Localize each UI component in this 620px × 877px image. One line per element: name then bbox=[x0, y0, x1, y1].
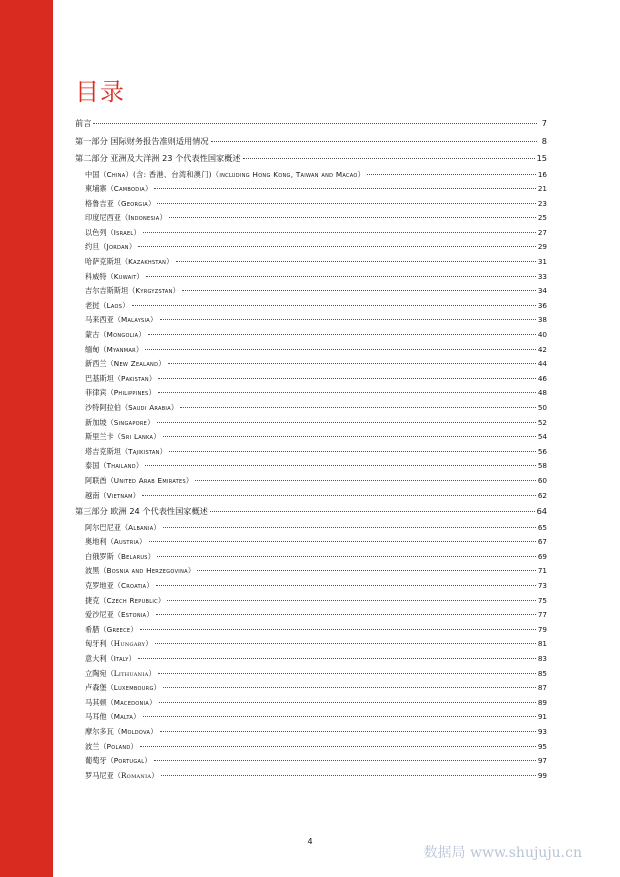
toc-entry-page: 38 bbox=[537, 315, 547, 325]
toc-entry[interactable] bbox=[75, 313, 547, 328]
toc-entry-english: Kyrgyzstan） bbox=[135, 286, 181, 296]
toc-dot-leader bbox=[163, 686, 536, 688]
toc-entry-page: 36 bbox=[537, 300, 547, 310]
toc-entry-chinese: 爱沙尼亚（ bbox=[85, 610, 121, 620]
toc-entry-page: 44 bbox=[537, 359, 547, 369]
toc-entry-label bbox=[85, 608, 154, 623]
toc-entry-label bbox=[85, 623, 138, 638]
toc-entry-chinese: 卢森堡（ bbox=[85, 683, 114, 693]
toc-entry-english: Mongolia） bbox=[106, 330, 146, 340]
toc-entry[interactable] bbox=[75, 270, 547, 285]
toc-entry-label bbox=[85, 343, 143, 358]
toc-entry-chinese: 第三部分 欧洲 24 个代表性国家概述 bbox=[75, 506, 208, 517]
toc-entry-page: 7 bbox=[541, 118, 547, 128]
toc-entry-chinese: 菲律宾（ bbox=[85, 388, 114, 398]
toc-entry-page: 69 bbox=[537, 551, 547, 561]
toc-entry-chinese: 沙特阿拉伯（ bbox=[85, 403, 129, 412]
toc-entry-english: United Arab Emirates） bbox=[113, 475, 194, 485]
toc-entry-chinese: 罗马尼亚（ bbox=[85, 770, 121, 780]
toc-entry-english: Czech Republic） bbox=[106, 595, 166, 605]
toc-entry-english: Pakistan） bbox=[120, 373, 157, 383]
toc-entry-label bbox=[85, 652, 136, 667]
toc-entry-page: 85 bbox=[537, 668, 547, 678]
toc-entry-label bbox=[85, 710, 141, 725]
toc-dot-leader bbox=[155, 642, 536, 644]
toc-entry-chinese: 中国（ bbox=[85, 169, 107, 179]
toc-entry[interactable] bbox=[75, 564, 547, 579]
toc-dot-leader bbox=[367, 173, 536, 175]
toc-dot-leader bbox=[157, 555, 536, 557]
toc-entry-page: 33 bbox=[537, 271, 547, 281]
toc-dot-leader bbox=[145, 348, 535, 350]
toc-entry-page: 52 bbox=[537, 417, 547, 427]
toc-entry-english: Malta） bbox=[113, 712, 141, 722]
toc-entry-chinese: 印度尼西亚（ bbox=[85, 213, 129, 223]
toc-dot-leader bbox=[210, 510, 535, 512]
toc-entry-label bbox=[85, 226, 141, 241]
toc-dot-leader bbox=[140, 745, 536, 747]
toc-entry-label bbox=[85, 430, 161, 445]
toc-entry[interactable] bbox=[75, 594, 547, 609]
toc-entry-label bbox=[85, 667, 156, 682]
toc-dot-leader bbox=[195, 479, 535, 481]
toc-entry-chinese: 科威特（ bbox=[85, 271, 114, 281]
toc-entry-page: 91 bbox=[537, 712, 547, 722]
toc-entry-english: Jordan） bbox=[106, 242, 137, 252]
toc-entry-chinese: 马来西亚（ bbox=[85, 315, 121, 325]
toc-entry-label bbox=[85, 535, 147, 550]
toc-entry-label bbox=[85, 445, 167, 460]
toc-dot-leader bbox=[169, 450, 536, 452]
toc-entry-chinese: 马其顿（ bbox=[85, 697, 114, 707]
toc-entry-label bbox=[85, 299, 130, 314]
toc-entry-label bbox=[75, 150, 241, 168]
toc-dot-leader bbox=[140, 628, 536, 630]
toc-entry-page: 83 bbox=[537, 654, 547, 663]
toc-entry[interactable] bbox=[75, 535, 547, 550]
toc-dot-leader bbox=[169, 216, 536, 218]
toc-entry-page: 65 bbox=[537, 522, 547, 532]
toc-entry-english: Singapore） bbox=[113, 417, 155, 427]
toc-entry-page: 99 bbox=[537, 770, 547, 780]
toc-entry-chinese: 摩尔多瓦（ bbox=[85, 726, 121, 736]
toc-dot-leader bbox=[243, 157, 535, 159]
toc-entry-chinese: 约旦（ bbox=[85, 242, 107, 252]
toc-entry-english: Kazakhstan） bbox=[128, 257, 174, 267]
toc-entry[interactable] bbox=[75, 579, 547, 594]
toc-entry-chinese: 新西兰（ bbox=[85, 359, 114, 369]
toc-entry-chinese: 阿联酋（ bbox=[85, 475, 114, 485]
toc-dot-leader bbox=[161, 774, 536, 776]
toc-entry-english: Croatia） bbox=[120, 581, 154, 591]
toc-entry-english: Macedonia） bbox=[113, 697, 157, 707]
toc-entry-chinese: 越南（ bbox=[85, 490, 107, 500]
toc-entry[interactable] bbox=[75, 115, 547, 133]
toc-entry[interactable] bbox=[75, 608, 547, 623]
toc-entry[interactable] bbox=[75, 696, 547, 711]
toc-dot-leader bbox=[176, 260, 536, 262]
toc-entry-chinese: 希腊（ bbox=[85, 624, 107, 634]
toc-entry-chinese: 马耳他（ bbox=[85, 712, 114, 722]
toc-entry-label bbox=[85, 459, 143, 474]
toc-entry-english: Austria） bbox=[113, 537, 147, 547]
toc-entry[interactable] bbox=[75, 255, 547, 270]
toc-entry-label bbox=[85, 696, 157, 711]
toc-dot-leader bbox=[158, 672, 536, 674]
toc-entry-page: 29 bbox=[537, 242, 547, 252]
toc-entry-english: Poland） bbox=[106, 741, 139, 751]
toc-dot-leader bbox=[157, 202, 535, 204]
toc-dot-leader bbox=[143, 231, 536, 233]
toc-entry-label bbox=[85, 725, 158, 740]
toc-dot-leader bbox=[158, 391, 536, 393]
toc-entry-label bbox=[85, 681, 161, 696]
toc-dot-leader bbox=[163, 435, 536, 437]
toc-entry-page: 79 bbox=[537, 624, 547, 634]
toc-entry-label bbox=[85, 182, 152, 197]
toc-dot-leader bbox=[149, 540, 536, 542]
toc-entry-label bbox=[85, 416, 155, 431]
toc-entry-chinese: 斯里兰卡（ bbox=[85, 432, 121, 442]
toc-entry-label bbox=[85, 284, 180, 299]
toc-entry[interactable] bbox=[75, 474, 547, 489]
toc-entry-english: Georgia） bbox=[120, 198, 156, 208]
toc-entry-label bbox=[85, 594, 165, 609]
toc-entry-english: Thailand） bbox=[106, 461, 144, 471]
toc-entry-page: 93 bbox=[537, 726, 547, 736]
toc-dot-leader bbox=[154, 187, 535, 189]
toc-entry-page: 67 bbox=[537, 537, 547, 547]
toc-entry-chinese: 白俄罗斯（ bbox=[85, 551, 121, 561]
toc-dot-leader bbox=[138, 245, 536, 247]
toc-entry-chinese: 波黑（ bbox=[85, 566, 107, 576]
toc-entry[interactable] bbox=[75, 681, 547, 696]
toc-entry-english: Israel） bbox=[113, 227, 141, 237]
toc-entry[interactable] bbox=[75, 740, 547, 755]
toc-entry-chinese: 克罗地亚（ bbox=[85, 581, 121, 591]
toc-entry-chinese: 巴基斯坦（ bbox=[85, 373, 121, 383]
toc-dot-leader bbox=[159, 701, 536, 703]
toc-entry-page: 46 bbox=[537, 373, 547, 383]
toc-entry-page: 34 bbox=[537, 286, 547, 296]
toc-entry[interactable] bbox=[75, 623, 547, 638]
toc-dot-leader bbox=[158, 377, 535, 379]
toc-entry-page: 62 bbox=[537, 490, 547, 500]
toc-entry-label bbox=[85, 211, 167, 226]
toc-entry[interactable] bbox=[75, 226, 547, 241]
toc-entry-page: 73 bbox=[537, 581, 547, 591]
toc-entry[interactable] bbox=[75, 197, 547, 212]
toc-entry-english: Cambodia） bbox=[113, 184, 153, 194]
toc-entry[interactable] bbox=[75, 521, 547, 536]
toc-entry-page: 50 bbox=[537, 403, 547, 412]
toc-entry-label bbox=[85, 328, 146, 343]
toc-dot-leader bbox=[180, 406, 535, 408]
toc-entry-english: Malaysia） bbox=[120, 315, 158, 325]
toc-dot-leader bbox=[167, 599, 535, 601]
toc-entry-english: Vietnam） bbox=[106, 490, 141, 500]
toc-entry[interactable] bbox=[75, 372, 547, 387]
toc-entry-english: Sri Lanka） bbox=[120, 432, 161, 442]
toc-entry-chinese: 哈萨克斯坦（ bbox=[85, 257, 129, 267]
toc-entry-english: New Zealand） bbox=[113, 359, 166, 369]
toc-entry[interactable] bbox=[75, 710, 547, 725]
toc-entry-page: 54 bbox=[537, 432, 547, 442]
toc-entry[interactable] bbox=[75, 667, 547, 682]
toc-entry-english: Moldova） bbox=[120, 726, 158, 736]
toc-entry-english: Luxembourg） bbox=[113, 683, 162, 693]
toc-entry-english: Estonia） bbox=[120, 610, 154, 620]
toc-entry-page: 25 bbox=[537, 213, 547, 223]
watermark-text: 数据局 www.shujuju.cn bbox=[423, 845, 582, 861]
toc-entry-english: Romania） bbox=[120, 770, 159, 780]
toc-entry-page: 71 bbox=[537, 566, 547, 576]
toc-entry[interactable] bbox=[75, 133, 547, 151]
toc-title: 目录 bbox=[75, 78, 125, 106]
toc-entry-chinese: 立陶宛（ bbox=[85, 668, 114, 678]
toc-entry[interactable] bbox=[75, 769, 547, 784]
toc-dot-leader bbox=[148, 333, 536, 335]
toc-entry-page: 23 bbox=[537, 198, 547, 208]
toc-entry-chinese: 阿尔巴尼亚（ bbox=[85, 522, 129, 532]
toc-entry-chinese: 蒙古（ bbox=[85, 330, 107, 340]
toc-dot-leader bbox=[156, 584, 536, 586]
toc-entry[interactable] bbox=[75, 503, 547, 521]
toc-dot-leader bbox=[146, 275, 536, 277]
toc-entry[interactable] bbox=[75, 725, 547, 740]
toc-entry-chinese: 格鲁吉亚（ bbox=[85, 198, 121, 208]
toc-entry-english: China）(含: 香港、台湾和澳门)（including Hong Kong, Taiwan and Macao） bbox=[106, 169, 366, 179]
toc-entry-english: Indonesia） bbox=[128, 213, 167, 223]
toc-entry[interactable] bbox=[75, 168, 547, 183]
toc-entry[interactable] bbox=[75, 240, 547, 255]
toc-entry-page: 31 bbox=[537, 257, 547, 267]
toc-entry-label bbox=[85, 270, 144, 285]
toc-entry-english: Portugal） bbox=[113, 756, 152, 766]
toc-entry[interactable] bbox=[75, 182, 547, 197]
toc-entry-english: Bosnia and Herzegovina） bbox=[106, 566, 196, 576]
toc-entry-english: Laos） bbox=[106, 300, 130, 310]
toc-entry-english: Tajikistan） bbox=[128, 446, 168, 456]
toc-entry-page: 8 bbox=[541, 135, 547, 146]
toc-entry-label bbox=[75, 133, 209, 151]
toc-entry-label bbox=[85, 637, 153, 652]
toc-entry[interactable] bbox=[75, 284, 547, 299]
toc-entry-label bbox=[85, 168, 365, 183]
toc-entry-page: 64 bbox=[536, 506, 547, 517]
toc-entry-label bbox=[85, 489, 140, 504]
toc-entry-english: Greece） bbox=[106, 624, 138, 634]
toc-entry-label bbox=[85, 579, 154, 594]
toc-entry-page: 89 bbox=[537, 697, 547, 707]
toc-entry-chinese: 奥地利（ bbox=[85, 537, 114, 547]
toc-entry[interactable] bbox=[75, 386, 547, 401]
toc-dot-leader bbox=[182, 289, 536, 291]
toc-entry-english: Albania） bbox=[128, 522, 161, 532]
toc-entry[interactable] bbox=[75, 150, 547, 168]
toc-entry-page: 27 bbox=[537, 227, 547, 237]
toc-entry[interactable] bbox=[75, 343, 547, 358]
toc-dot-leader bbox=[142, 494, 536, 496]
toc-entry[interactable] bbox=[75, 299, 547, 314]
toc-dot-leader bbox=[93, 122, 537, 124]
toc-entry-page: 60 bbox=[537, 475, 547, 485]
toc-entry-page: 77 bbox=[537, 610, 547, 620]
toc-dot-leader bbox=[157, 421, 536, 423]
red-side-bar bbox=[0, 0, 53, 877]
toc-entry-page: 16 bbox=[537, 169, 547, 179]
toc-entry-label bbox=[85, 313, 158, 328]
toc-entry-page: 56 bbox=[537, 446, 547, 456]
toc-entry-label bbox=[85, 754, 152, 769]
toc-entry-page: 81 bbox=[537, 639, 547, 649]
toc-dot-leader bbox=[132, 304, 536, 306]
toc-entry-label bbox=[85, 240, 136, 255]
toc-entry-chinese: 柬埔寨（ bbox=[85, 184, 114, 194]
toc-dot-leader bbox=[211, 140, 537, 142]
toc-dot-leader bbox=[168, 362, 536, 364]
toc-entry-label bbox=[85, 521, 161, 536]
toc-entry-label bbox=[85, 474, 193, 489]
toc-entry[interactable] bbox=[75, 489, 547, 504]
toc-entry-label bbox=[85, 564, 195, 579]
toc-dot-leader bbox=[156, 613, 536, 615]
toc-entry-label bbox=[85, 550, 155, 565]
toc-entry-english: Italy） bbox=[113, 654, 137, 663]
toc-entry-chinese: 新加坡（ bbox=[85, 417, 114, 427]
toc-entry-page: 87 bbox=[537, 683, 547, 693]
toc-entry-english: Saudi Arabia） bbox=[128, 403, 179, 412]
toc-entry-page: 95 bbox=[537, 741, 547, 751]
toc-entry-page: 21 bbox=[537, 184, 547, 194]
toc-entry-chinese: 以色列（ bbox=[85, 227, 114, 237]
toc-entry-page: 58 bbox=[537, 461, 547, 471]
toc-entry[interactable] bbox=[75, 211, 547, 226]
toc-entry-chinese: 吉尔吉斯斯坦（ bbox=[85, 286, 136, 296]
toc-entry-label bbox=[85, 401, 178, 416]
toc-entry-chinese: 缅甸（ bbox=[85, 344, 107, 354]
toc-entry[interactable] bbox=[75, 652, 547, 667]
toc-entry-chinese: 捷克（ bbox=[85, 595, 107, 605]
toc-entry-chinese: 波兰（ bbox=[85, 741, 107, 751]
toc-entry[interactable] bbox=[75, 430, 547, 445]
toc-entry-label bbox=[85, 386, 156, 401]
toc-entry-label bbox=[85, 740, 138, 755]
toc-entry[interactable] bbox=[75, 328, 547, 343]
toc-entry-english: Hungary） bbox=[113, 639, 153, 649]
toc-entry-page: 15 bbox=[536, 153, 547, 163]
toc-entry-label bbox=[85, 372, 156, 387]
toc-dot-leader bbox=[163, 526, 536, 528]
toc-entry[interactable] bbox=[75, 416, 547, 431]
toc-entry-chinese: 意大利（ bbox=[85, 654, 114, 663]
toc-entry-chinese: 葡萄牙（ bbox=[85, 756, 114, 766]
toc-entry-chinese: 前言 bbox=[75, 118, 92, 128]
toc-entry[interactable] bbox=[75, 550, 547, 565]
toc-entry-english: Philippines） bbox=[113, 388, 156, 398]
toc-entry[interactable] bbox=[75, 401, 547, 416]
toc-entry-chinese: 第二部分 亚洲及大洋洲 23 个代表性国家概述 bbox=[75, 153, 241, 163]
toc-entry-page: 48 bbox=[537, 388, 547, 398]
toc-entry-label bbox=[75, 503, 208, 521]
toc-entry-english: Lithuania） bbox=[113, 668, 157, 678]
toc-dot-leader bbox=[160, 318, 536, 320]
toc-entry-chinese: 塔吉克斯坦（ bbox=[85, 446, 129, 456]
toc-dot-leader bbox=[160, 730, 536, 732]
toc-entry-page: 75 bbox=[537, 595, 547, 605]
toc-entry-english: Myanmar） bbox=[106, 344, 144, 354]
table-of-contents bbox=[75, 115, 547, 783]
toc-entry-english: Belarus） bbox=[120, 551, 156, 561]
toc-entry-page: 40 bbox=[537, 330, 547, 340]
toc-entry-page: 97 bbox=[537, 756, 547, 766]
toc-entry[interactable] bbox=[75, 459, 547, 474]
toc-entry-chinese: 老挝（ bbox=[85, 300, 107, 310]
toc-dot-leader bbox=[197, 569, 536, 571]
toc-entry-chinese: 第一部分 国际财务报告准则适用情况 bbox=[75, 135, 209, 146]
toc-entry-label bbox=[75, 115, 91, 133]
toc-dot-leader bbox=[154, 759, 536, 761]
toc-dot-leader bbox=[145, 464, 535, 466]
toc-dot-leader bbox=[138, 657, 536, 659]
toc-entry-chinese: 匈牙利（ bbox=[85, 639, 114, 649]
toc-entry-chinese: 泰国（ bbox=[85, 461, 107, 471]
toc-entry-label bbox=[85, 255, 174, 270]
toc-entry-label bbox=[85, 197, 155, 212]
toc-entry-label bbox=[85, 769, 159, 784]
toc-entry[interactable] bbox=[75, 445, 547, 460]
toc-entry-english: Kuwait） bbox=[113, 271, 145, 281]
toc-dot-leader bbox=[143, 715, 536, 717]
toc-entry[interactable] bbox=[75, 754, 547, 769]
page-number: 4 bbox=[307, 837, 313, 846]
toc-entry-label bbox=[85, 357, 166, 372]
toc-entry-page: 42 bbox=[537, 344, 547, 354]
toc-entry[interactable] bbox=[75, 357, 547, 372]
toc-entry[interactable] bbox=[75, 637, 547, 652]
